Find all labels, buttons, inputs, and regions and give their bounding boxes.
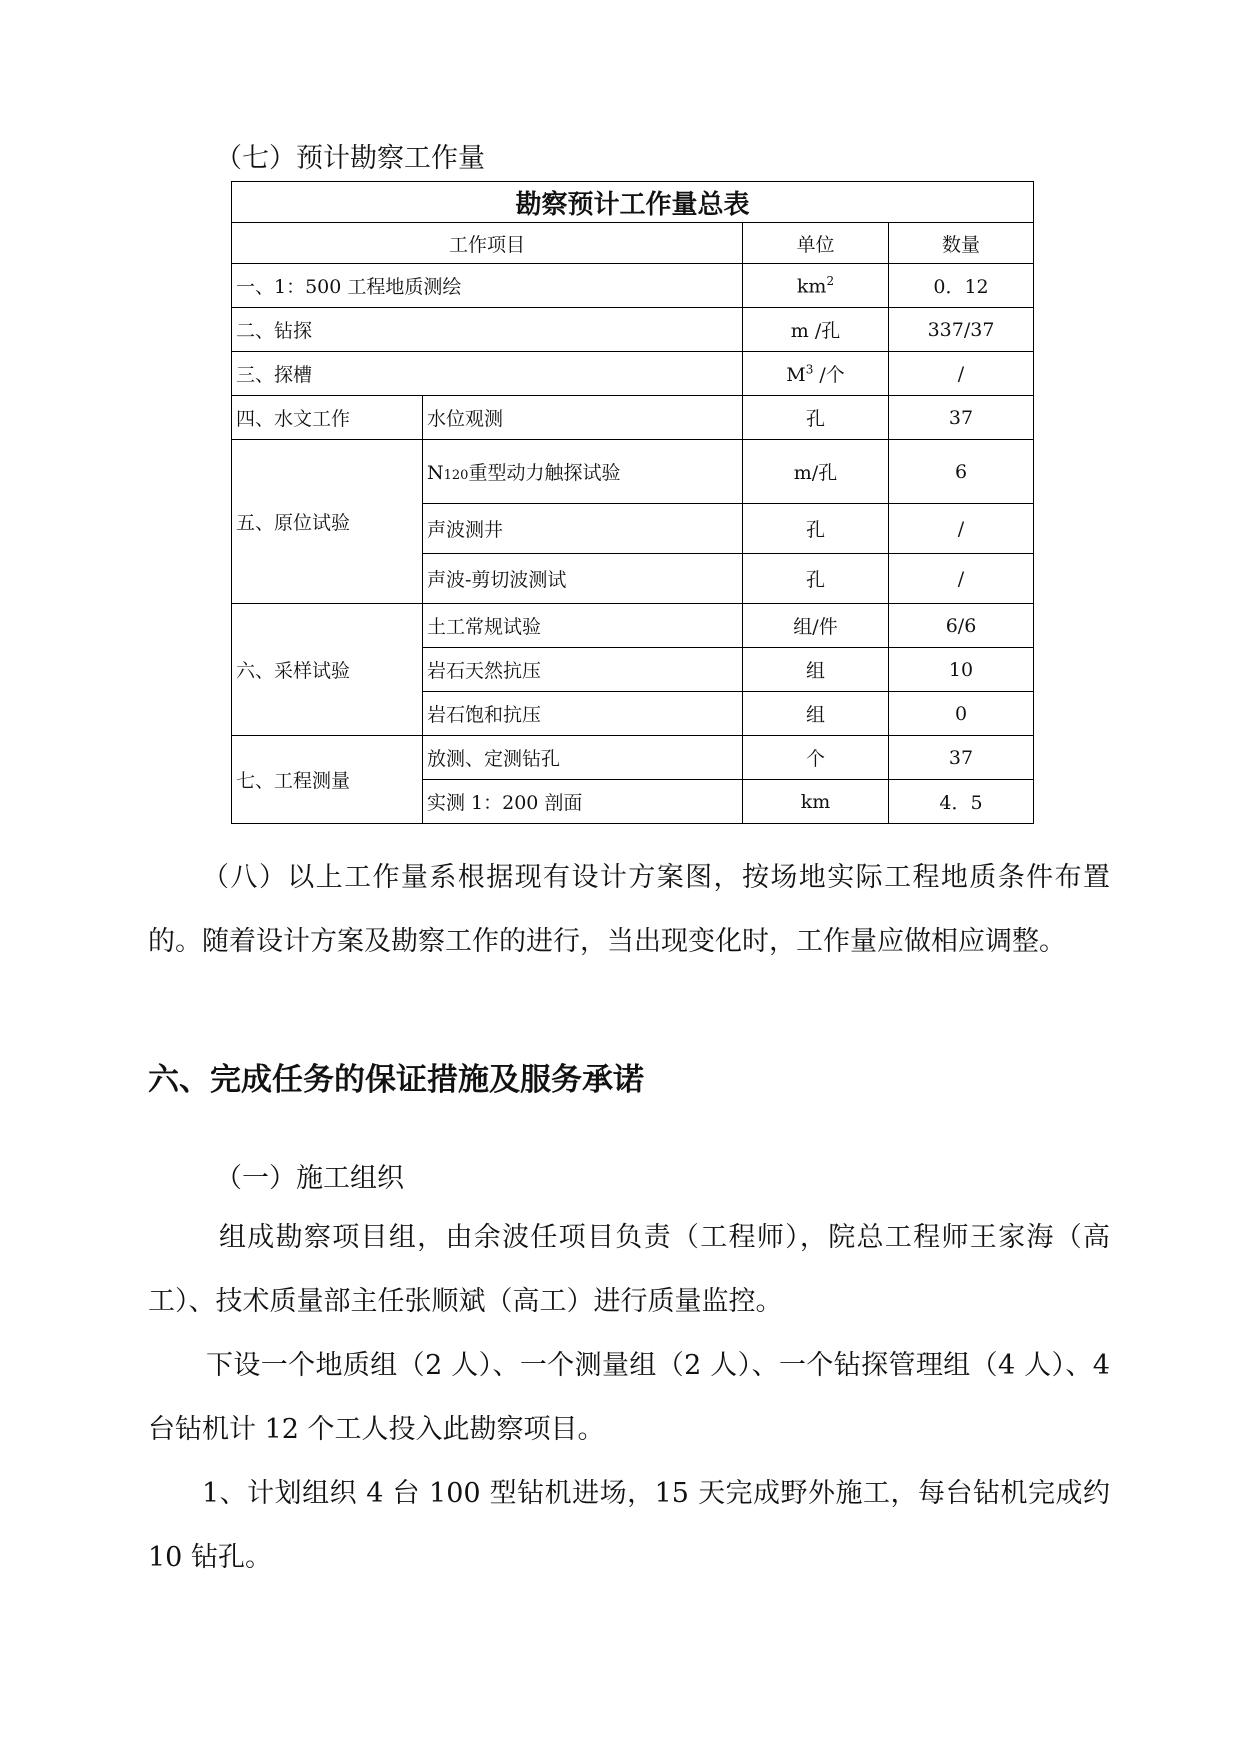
row-group: 五、原位试验 (232, 440, 423, 604)
row-subitem: N120重型动力触探试验 (423, 440, 743, 504)
row-qty: 0 (889, 692, 1034, 736)
row-subitem: 土工常规试验 (423, 604, 743, 648)
table-row (232, 308, 1034, 352)
table-row (232, 440, 1034, 504)
row-qty: 37 (889, 396, 1034, 440)
row-unit: 个 (743, 736, 889, 780)
header-qty: 数量 (889, 223, 1034, 264)
row-unit: 组/件 (743, 604, 889, 648)
row-subitem: 实测 1：200 剖面 (423, 780, 743, 824)
row-unit: m /孔 (743, 308, 889, 352)
heading-section-6: 六、完成任务的保证措施及服务承诺 (148, 1062, 644, 1098)
row-subitem: 水位观测 (423, 396, 743, 440)
row-item: 一、1：500 工程地质测绘 (232, 264, 743, 308)
table-row (232, 352, 1034, 396)
row-subitem: 岩石天然抗压 (423, 648, 743, 692)
row-item: 三、探槽 (232, 352, 743, 396)
row-unit: 孔 (743, 504, 889, 554)
row-qty: 10 (889, 648, 1034, 692)
row-unit: 组 (743, 648, 889, 692)
row-group: 四、水文工作 (232, 396, 423, 440)
row-qty: / (889, 554, 1034, 604)
row-group: 六、采样试验 (232, 604, 423, 736)
row-subitem: 声波测井 (423, 504, 743, 554)
header-item: 工作项目 (232, 223, 743, 264)
row-item: 二、钻探 (232, 308, 743, 352)
workload-table (231, 181, 1034, 824)
table-row (232, 736, 1034, 780)
row-qty: 337/37 (889, 308, 1034, 352)
section-heading-7: （七）预计勘察工作量 (215, 143, 485, 174)
row-unit: $M^3$ /个 (743, 352, 889, 396)
paragraph-groups: 下设一个地质组（2 人）、一个测量组（2 人）、一个钻探管理组（4 人）、4 台钻机计 12 个工人投入此勘察项目。 (148, 1350, 1110, 1445)
table-row (232, 396, 1034, 440)
row-unit: km (743, 780, 889, 824)
row-unit: 组 (743, 692, 889, 736)
subheading-construction-organization: （一）施工组织 (215, 1163, 404, 1194)
row-qty: 0．12 (889, 264, 1034, 308)
row-unit: 孔 (743, 554, 889, 604)
row-unit: m/孔 (743, 440, 889, 504)
row-qty: / (889, 352, 1034, 396)
table-row (232, 604, 1034, 648)
row-subitem: 放测、定测钻孔 (423, 736, 743, 780)
row-subitem: 声波-剪切波测试 (423, 554, 743, 604)
row-qty: 6 (889, 440, 1034, 504)
row-qty: 6/6 (889, 604, 1034, 648)
paragraph-project-team: 组成勘察项目组，由余波任项目负责（工程师），院总工程师王家海（高工）、技术质量部主任张顺斌（高工）进行质量监控。 (148, 1222, 1110, 1317)
row-subitem: 岩石饱和抗压 (423, 692, 743, 736)
table-row (232, 264, 1034, 308)
row-qty: 37 (889, 736, 1034, 780)
row-qty: 4．5 (889, 780, 1034, 824)
header-unit: 单位 (743, 223, 889, 264)
row-qty: / (889, 504, 1034, 554)
table-title: 勘察预计工作量总表 (232, 182, 1034, 223)
paragraph-8: （八）以上工作量系根据现有设计方案图，按场地实际工程地质条件布置的。随着设计方案及勘察工作的进行，当出现变化时，工作量应做相应调整。 (148, 862, 1110, 957)
row-unit: $km^2$ (743, 264, 889, 308)
row-unit: 孔 (743, 396, 889, 440)
row-group: 七、工程测量 (232, 736, 423, 824)
paragraph-drilling-plan: 1、计划组织 4 台 100 型钻机进场，15 天完成野外施工，每台钻机完成约 10 钻孔。 (148, 1478, 1110, 1573)
